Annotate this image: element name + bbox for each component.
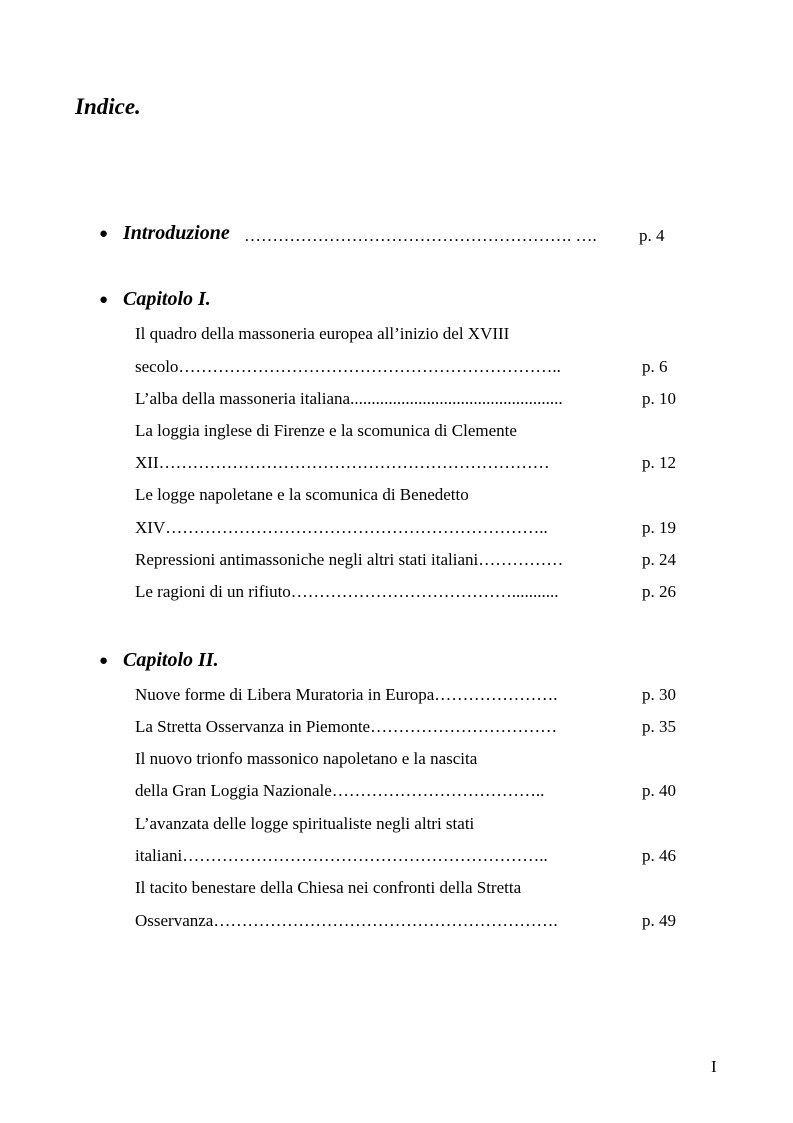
intro-page: p. 4	[639, 226, 665, 245]
toc-entry-text: Nuove forme di Libera Muratoria in Europa………………….	[135, 685, 558, 704]
toc-entry-text: Repressioni antimassoniche negli altri stati italiani……………	[135, 550, 564, 569]
bullet-icon: ●	[99, 292, 109, 308]
toc-entry-text: Il quadro della massoneria europea all’inizio del XVIII	[135, 324, 510, 343]
page-number: I	[711, 1057, 717, 1076]
intro-dots: …………………………………………………. ….	[244, 226, 597, 245]
toc-entry-text: XIV…………………………………………………………..	[135, 518, 548, 537]
toc-entry-text: Il nuovo trionfo massonico napoletano e la nascita	[135, 749, 478, 768]
toc-entry-page: p. 19	[642, 518, 676, 537]
chapter2-heading: Capitolo II.	[123, 649, 219, 671]
toc-entry-text: La Stretta Osservanza in Piemonte……………………………	[135, 717, 558, 736]
toc-entry-text: Le logge napoletane e la scomunica di Benedetto	[135, 485, 469, 504]
toc-entry-text: XII……………………………………………………………	[135, 453, 550, 472]
toc-entry-page: p. 49	[642, 911, 676, 930]
chapter1-heading: Capitolo I.	[123, 288, 211, 310]
toc-entry-text: La loggia inglese di Firenze e la scomunica di Clemente	[135, 421, 517, 440]
toc-entry-page: p. 24	[642, 550, 676, 569]
toc-entry-text: L’avanzata delle logge spiritualiste negli altri stati	[135, 814, 475, 833]
toc-entry-text: secolo…………………………………………………………..	[135, 357, 561, 376]
toc-entry-page: p. 35	[642, 717, 676, 736]
intro-heading: Introduzione	[123, 222, 230, 244]
toc-entry-text: della Gran Loggia Nazionale………………………………..	[135, 781, 545, 800]
bullet-icon: ●	[99, 226, 109, 242]
toc-entry-page: p. 26	[642, 582, 676, 601]
toc-entry-page: p. 40	[642, 781, 676, 800]
toc-entry-page: p. 10	[642, 389, 676, 408]
toc-entry-text: Osservanza…………………………………………………….	[135, 911, 558, 930]
toc-entry-page: p. 12	[642, 453, 676, 472]
toc-entry-page: p. 30	[642, 685, 676, 704]
toc-entry-page: p. 6	[642, 357, 668, 376]
bullet-icon: ●	[99, 653, 109, 669]
toc-entry-text: L’alba della massoneria italiana..................................................	[135, 389, 563, 408]
toc-entry-text: italiani………………………………………………………..	[135, 846, 548, 865]
toc-entry-text: Le ragioni di un rifiuto…………………………………...........	[135, 582, 559, 601]
page-title: Indice.	[75, 94, 141, 119]
toc-entry-text: Il tacito benestare della Chiesa nei confronti della Stretta	[135, 878, 522, 897]
toc-entry-page: p. 46	[642, 846, 676, 865]
